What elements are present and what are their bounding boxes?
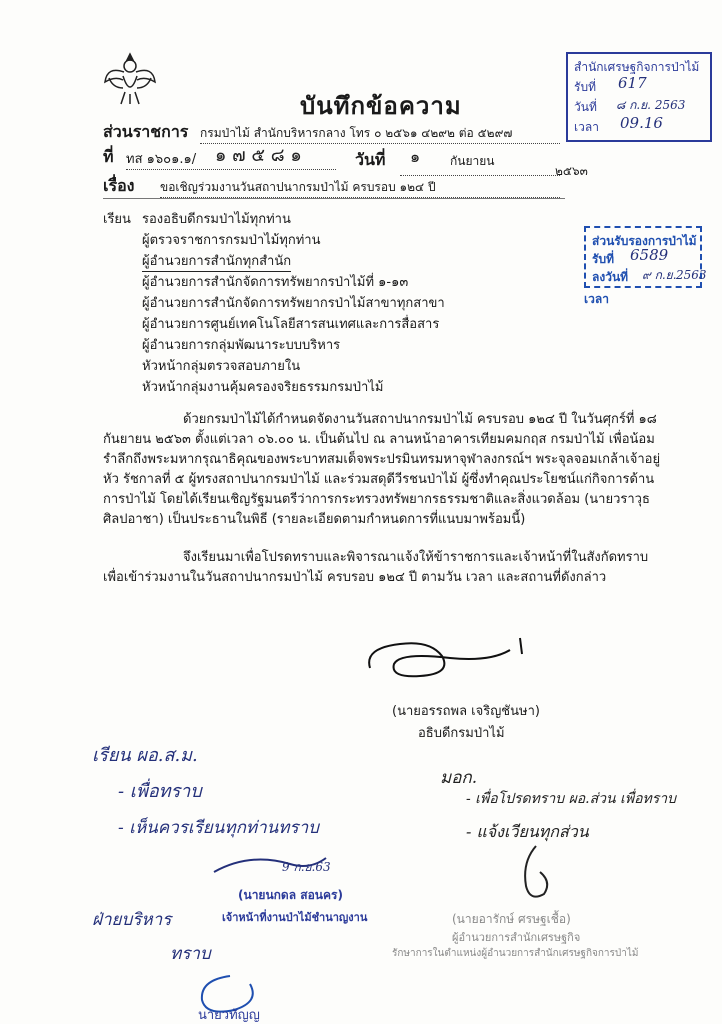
- stamp-top-date-label: วันที่: [574, 100, 597, 114]
- stamp-mid-received-label: รับที่: [592, 252, 614, 266]
- body-paragraph-1: ด้วยกรมป่าไม้ได้กำหนดจัดงานวันสถาปนากรมป่าไม้ ครบรอบ ๑๒๔ ปี ในวันศุกร์ที่ ๑๘ กันยายน ๒๕๖๓ ตั้งแต่เวลา ๐๖.๐๐ น. เป็นต้นไป ณ ลานหน้าอาคารเทียมคมกฤส กรมป่าไม้ เพื่อน้อมรำลึกถึงพระมหากรุณาธิคุณของพระบาทสมเด็จพระปรมินทรมหาจุฬาลงกรณ์ฯ พระจุลจอมเกล้าเจ้าอยู่หัว รัชกาลที่ ๕ ผู้ทรงสถาปนากรมป่าไม้ และร่วมสดุดีวีรชนป่าไม้ ผู้ซึ่งทำคุณประโยชน์แก่กิจการด้านการป่าไม้ โดยได้เรียนเชิญรัฐมนตรีว่าการกระทรวงทรัพยากรธรรมชาติและสิ่งแวดล้อม (นายวราวุธ ศิลปอาชา) เป็นประธานในพิธี (รายละเอียดตามกำหนดการที่แนบมาพร้อมนี้): [103, 412, 661, 527]
- addressee-item: ผู้อำนวยการสำนักจัดการทรัพยากรป่าไม้สาขาทุกสาขา: [142, 296, 445, 311]
- stamp-mid-org: ส่วนรับรองการป่าไม้: [592, 234, 697, 248]
- note-left-line4: ฝ่ายบริหาร: [92, 910, 172, 930]
- note-right-position1: ผู้อำนวยการสำนักเศรษฐกิจ: [452, 931, 581, 944]
- addressee-item: หัวหน้ากลุ่มงานคุ้มครองจริยธรรมกรมป่าไม้: [142, 380, 384, 395]
- note-right-position2: รักษาการในตำแหน่งผู้อำนวยการสำนักเศรษฐกิจการป่าไม้: [392, 948, 639, 959]
- addressee-item: ผู้อำนวยการสำนักจัดการทรัพยากรป่าไม้ที่ ๑-๑๓: [142, 275, 409, 290]
- note-left-line3: - เห็นควรเรียนทุกท่านทราบ: [118, 818, 319, 838]
- stamp-mid-side-number: 2563: [676, 268, 707, 282]
- stamp-mid-received-value: 6589: [630, 246, 669, 264]
- ref-label: ที่: [103, 147, 114, 166]
- date-label: วันที่: [355, 150, 386, 169]
- note-left-line5: ทราบ: [170, 944, 211, 964]
- subject-label: เรื่อง: [103, 176, 135, 195]
- stamp-top-received-label: รับที่: [574, 80, 596, 94]
- stamp-top-org: สำนักเศรษฐกิจการป่าไม้: [574, 60, 700, 74]
- ref-value: ทส ๑๖๐๑.๑/: [126, 148, 336, 170]
- body-paragraph-2: จึงเรียนมาเพื่อโปรดทราบและพิจารณาแจ้งให้ข้าราชการและเจ้าหน้าที่ในสังกัดทราบเพื่อเข้าร่วมงานในวันสถาปนากรมป่าไม้ ครบรอบ ๑๒๔ ปี ตามวัน เวลา และสถานที่ดังกล่าว: [103, 550, 649, 585]
- note-left-line2: - เพื่อทราบ: [118, 781, 202, 802]
- addressee-item: ผู้อำนวยการศูนย์เทคโนโลยีสารสนเทศและการสื่อสาร: [142, 317, 440, 332]
- ref-handwritten-number: ๑ ๗ ๕ ๘ ๑: [215, 145, 302, 166]
- date-day: ๑: [410, 147, 421, 166]
- note-right-line2: - เพื่อโปรดทราบ ผอ.ส่วน เพื่อทราบ: [466, 791, 676, 807]
- stamp-mid-date-label: ลงวันที่: [592, 270, 629, 284]
- addressee-item: ผู้อำนวยการสำนักทุกสำนัก: [142, 250, 291, 272]
- addressee-item: รองอธิบดีกรมป่าไม้ทุกท่าน: [142, 212, 291, 227]
- director-signature-icon: [360, 630, 530, 690]
- note-left-stamp-name: (นายนกดล สอนคร): [238, 888, 343, 902]
- note-left-bottom-name: นายวทัญญ: [198, 1008, 260, 1023]
- received-stamp-top: [566, 52, 712, 142]
- stamp-mid-date-value: ๙ ก.ย.: [642, 268, 677, 282]
- date-underline: [400, 175, 560, 176]
- addressee-item: หัวหน้ากลุ่มตรวจสอบภายใน: [142, 359, 301, 374]
- date-month: กันยายน: [450, 154, 495, 168]
- note-right-line3: - แจ้งเวียนทุกส่วน: [466, 822, 589, 841]
- date-year: ๒๕๖๓: [555, 164, 588, 178]
- stamp-mid-time-label: เวลา: [584, 292, 609, 306]
- addressee-item: ผู้อำนวยการกลุ่มพัฒนาระบบบริหาร: [142, 338, 341, 353]
- note-right-signature-icon: [516, 842, 556, 906]
- stamp-top-time-label: เวลา: [574, 120, 599, 134]
- note-left-stamp-position: เจ้าหน้าที่งานป่าไม้ชำนาญงาน: [222, 911, 368, 924]
- stamp-top-date-value: ๘ ก.ย. 2563: [616, 98, 686, 112]
- stamp-top-time-value: 09.16: [620, 114, 663, 132]
- note-right-line1: มอก.: [440, 768, 478, 788]
- stamp-top-received-value: 617: [618, 74, 647, 92]
- addressee-item: ผู้ตรวจราชการกรมป่าไม้ทุกท่าน: [142, 233, 321, 248]
- garuda-emblem-icon: [103, 48, 157, 106]
- memo-title: บันทึกข้อความ: [300, 92, 462, 120]
- addressee-lead: เรียน: [103, 212, 131, 227]
- agency-value: กรมป่าไม้ สำนักบริหารกลาง โทร ๐ ๒๕๖๑ ๔๒๙๒ ต่อ ๕๒๙๗: [200, 124, 560, 144]
- signature-position: อธิบดีกรมป่าไม้: [418, 726, 505, 741]
- note-left-line1: เรียน ผอ.ส.ม.: [92, 745, 198, 766]
- note-left-stamp-date: 9 ก.ย.63: [282, 860, 331, 874]
- subject-value: ขอเชิญร่วมงานวันสถาปนากรมป่าไม้ ครบรอบ ๑๒๔ ปี: [160, 178, 560, 198]
- agency-label: ส่วนราชการ: [103, 122, 189, 141]
- note-right-name: (นายอารักษ์ ศรษฐเชื้อ): [452, 912, 571, 926]
- signature-name: (นายอรรถพล เจริญชันษา): [392, 704, 540, 719]
- header-divider: [103, 198, 565, 199]
